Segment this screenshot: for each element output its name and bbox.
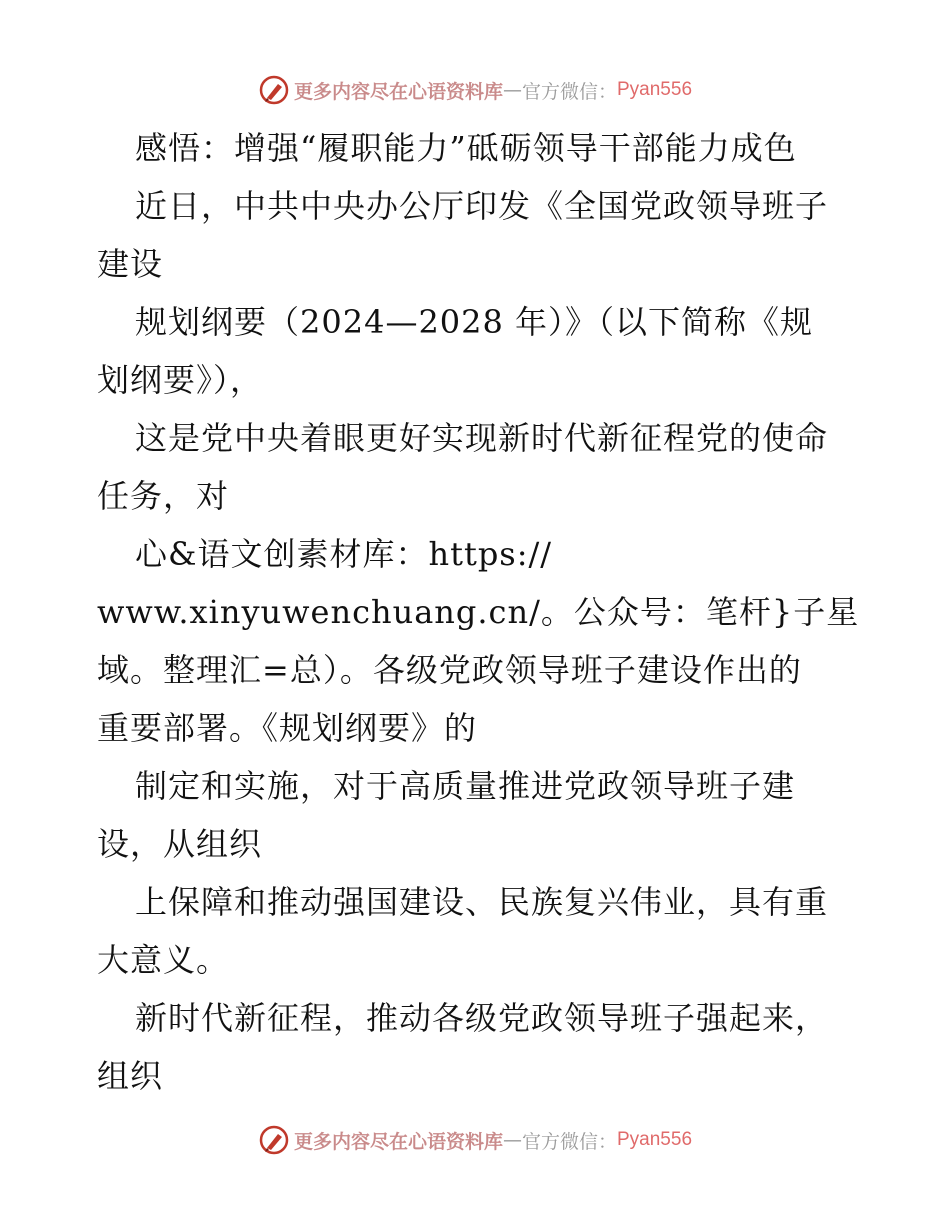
text-line: 感悟：增强“履职能力”砥砺领导干部能力成色 — [135, 129, 797, 167]
pen-logo-icon — [258, 1124, 290, 1156]
banner-site-text: 更多内容尽在心语资料库 — [293, 80, 503, 103]
text-line: 组织 — [97, 1057, 164, 1095]
text-line: 任务，对 — [97, 477, 230, 515]
text-line: 建设 — [97, 245, 164, 283]
text-line: 新时代新征程，推动各级党政领导班子强起来， — [135, 999, 829, 1037]
text-line: 大意义。 — [97, 941, 230, 979]
text-line: 近日，中共中央办公厅印发《全国党政领导班子 — [135, 187, 829, 225]
banner-wechat-label: 官方微信： — [521, 1130, 617, 1153]
banner-wechat-label: 官方微信： — [521, 80, 617, 103]
text-line: 域。整理汇=总）。各级党政领导班子建设作出的 — [97, 651, 802, 689]
text-line: 设，从组织 — [97, 825, 263, 863]
text-line: 心&语文创素材库：https:// — [135, 535, 553, 573]
page-footer-banner — [0, 1120, 950, 1160]
text-line: www.xinyuwenchuang.cn/。公众号：笔杆}子星 — [97, 593, 860, 631]
banner-wechat-id: Pyan556 — [617, 1129, 693, 1150]
text-line: 制定和实施，对于高质量推进党政领导班子建 — [135, 767, 796, 805]
banner-wechat-id: Pyan556 — [617, 79, 693, 100]
pen-logo-icon — [258, 74, 290, 106]
text-line: 划纲要》）， — [97, 361, 264, 399]
page-header-banner — [0, 70, 950, 110]
text-line: 这是党中央着眼更好实现新时代新征程党的使命 — [135, 419, 829, 457]
banner-separator: — — [502, 79, 522, 101]
text-line: 规划纲要（2024—2028 年）》（以下简称《规 — [135, 303, 814, 341]
banner-site-text: 更多内容尽在心语资料库 — [293, 1130, 503, 1153]
text-line: 上保障和推动强国建设、民族复兴伟业，具有重 — [135, 883, 829, 921]
text-line: 重要部署。《规划纲要》的 — [97, 709, 478, 747]
banner-separator: — — [502, 1129, 522, 1151]
